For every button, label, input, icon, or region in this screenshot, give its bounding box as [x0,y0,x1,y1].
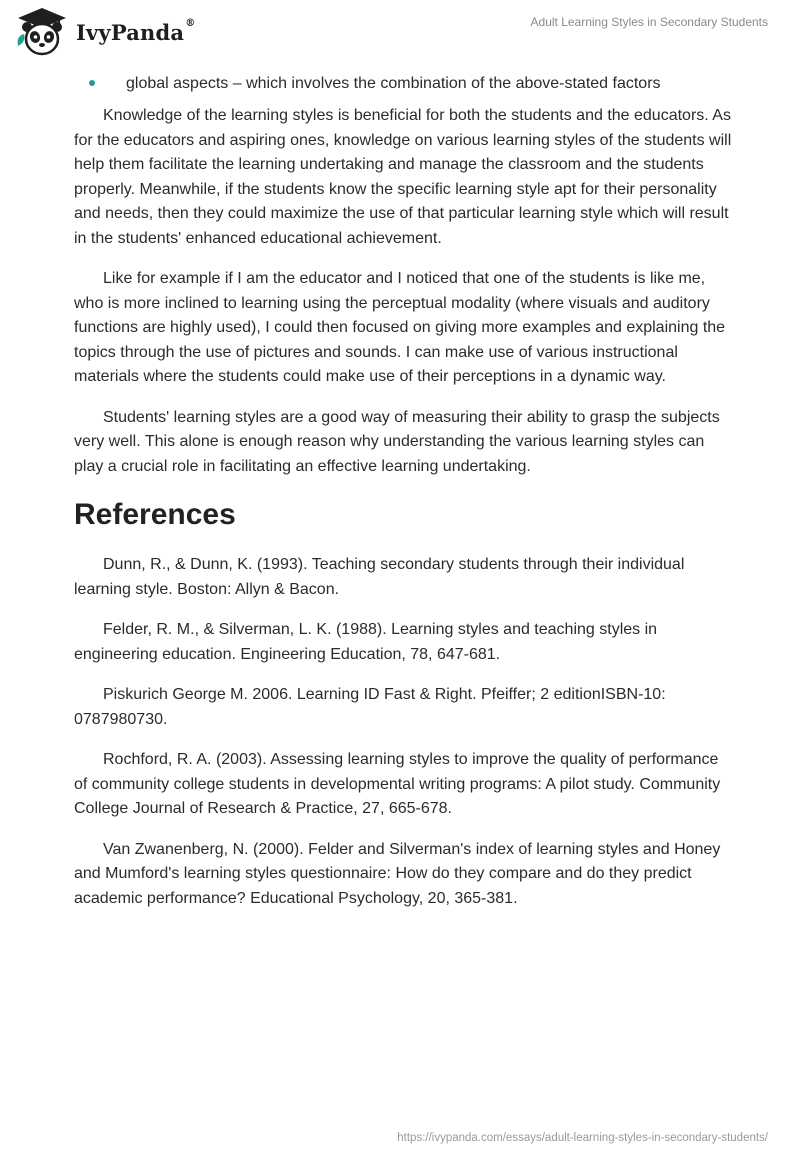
source-url[interactable]: https://ivypanda.com/essays/adult-learning-styles-in-secondary-students/ [397,1132,768,1144]
page-header [0,0,800,62]
reference-item: Dunn, R., & Dunn, K. (1993). Teaching secondary students through their individual learning style. Boston: Allyn & Bacon. [74,556,685,598]
paragraph: Like for example if I am the educator and I noticed that one of the students is like me, who is more inclined to learning using the perceptual modality (where visuals and auditory functions are highly used), I could then focused on giving more examples and explaining the topics through the use of pictures and sounds. I can make use of various instructional materials where the students could make use of their perceptions in a dynamic way. [74,270,726,385]
bullet-list [74,72,734,96]
paragraph: Knowledge of the learning styles is beneficial for both the students and the educators. As for the educators and aspiring ones, knowledge on various learning styles of the students will help them facilitate the learning undertaking and manage the classroom and the students properly. Meanwhile, if the students know the specific learning style apt for their personality and needs, then they could maximize the use of that particular learning style which will result in the students' enhanced educational achievement. [74,107,732,247]
list-item [74,72,734,96]
bullet-dot-icon [89,80,95,86]
ivypanda-logo[interactable] [14,6,204,58]
essay-content [74,72,734,927]
panda-graduation-cap-icon [14,6,70,58]
list-item-text: global aspects – which involves the combination of the above-stated factors [126,75,661,92]
document-title: Adult Learning Styles in Secondary Students [530,15,768,29]
paragraph: Students' learning styles are a good way of measuring their ability to grasp the subjects very well. This alone is enough reason why understanding the various learning styles can play a crucial role in facilitating an effective learning undertaking. [74,408,720,475]
reference-item: Felder, R. M., & Silverman, L. K. (1988). Learning styles and teaching styles in engineering education. Engineering Education, 78, 647-681. [74,621,658,663]
brand-name: IvyPanda® [76,18,196,45]
references-heading: References [74,498,236,531]
reference-item: Piskurich George M. 2006. Learning ID Fast & Right. Pfeiffer; 2 editionISBN-10: 0787980730. [74,686,666,728]
reference-item: Van Zwanenberg, N. (2000). Felder and Silverman's index of learning styles and Honey and Mumford's learning styles questionnaire: How do they compare and do they predict academic performance? Educational Psychology, 20, 365-381. [74,840,721,907]
reference-item: Rochford, R. A. (2003). Assessing learning styles to improve the quality of performance of community college students in developmental writing programs: A pilot study. Community College Journal of Research & Practice, 27, 665-678. [74,751,721,817]
